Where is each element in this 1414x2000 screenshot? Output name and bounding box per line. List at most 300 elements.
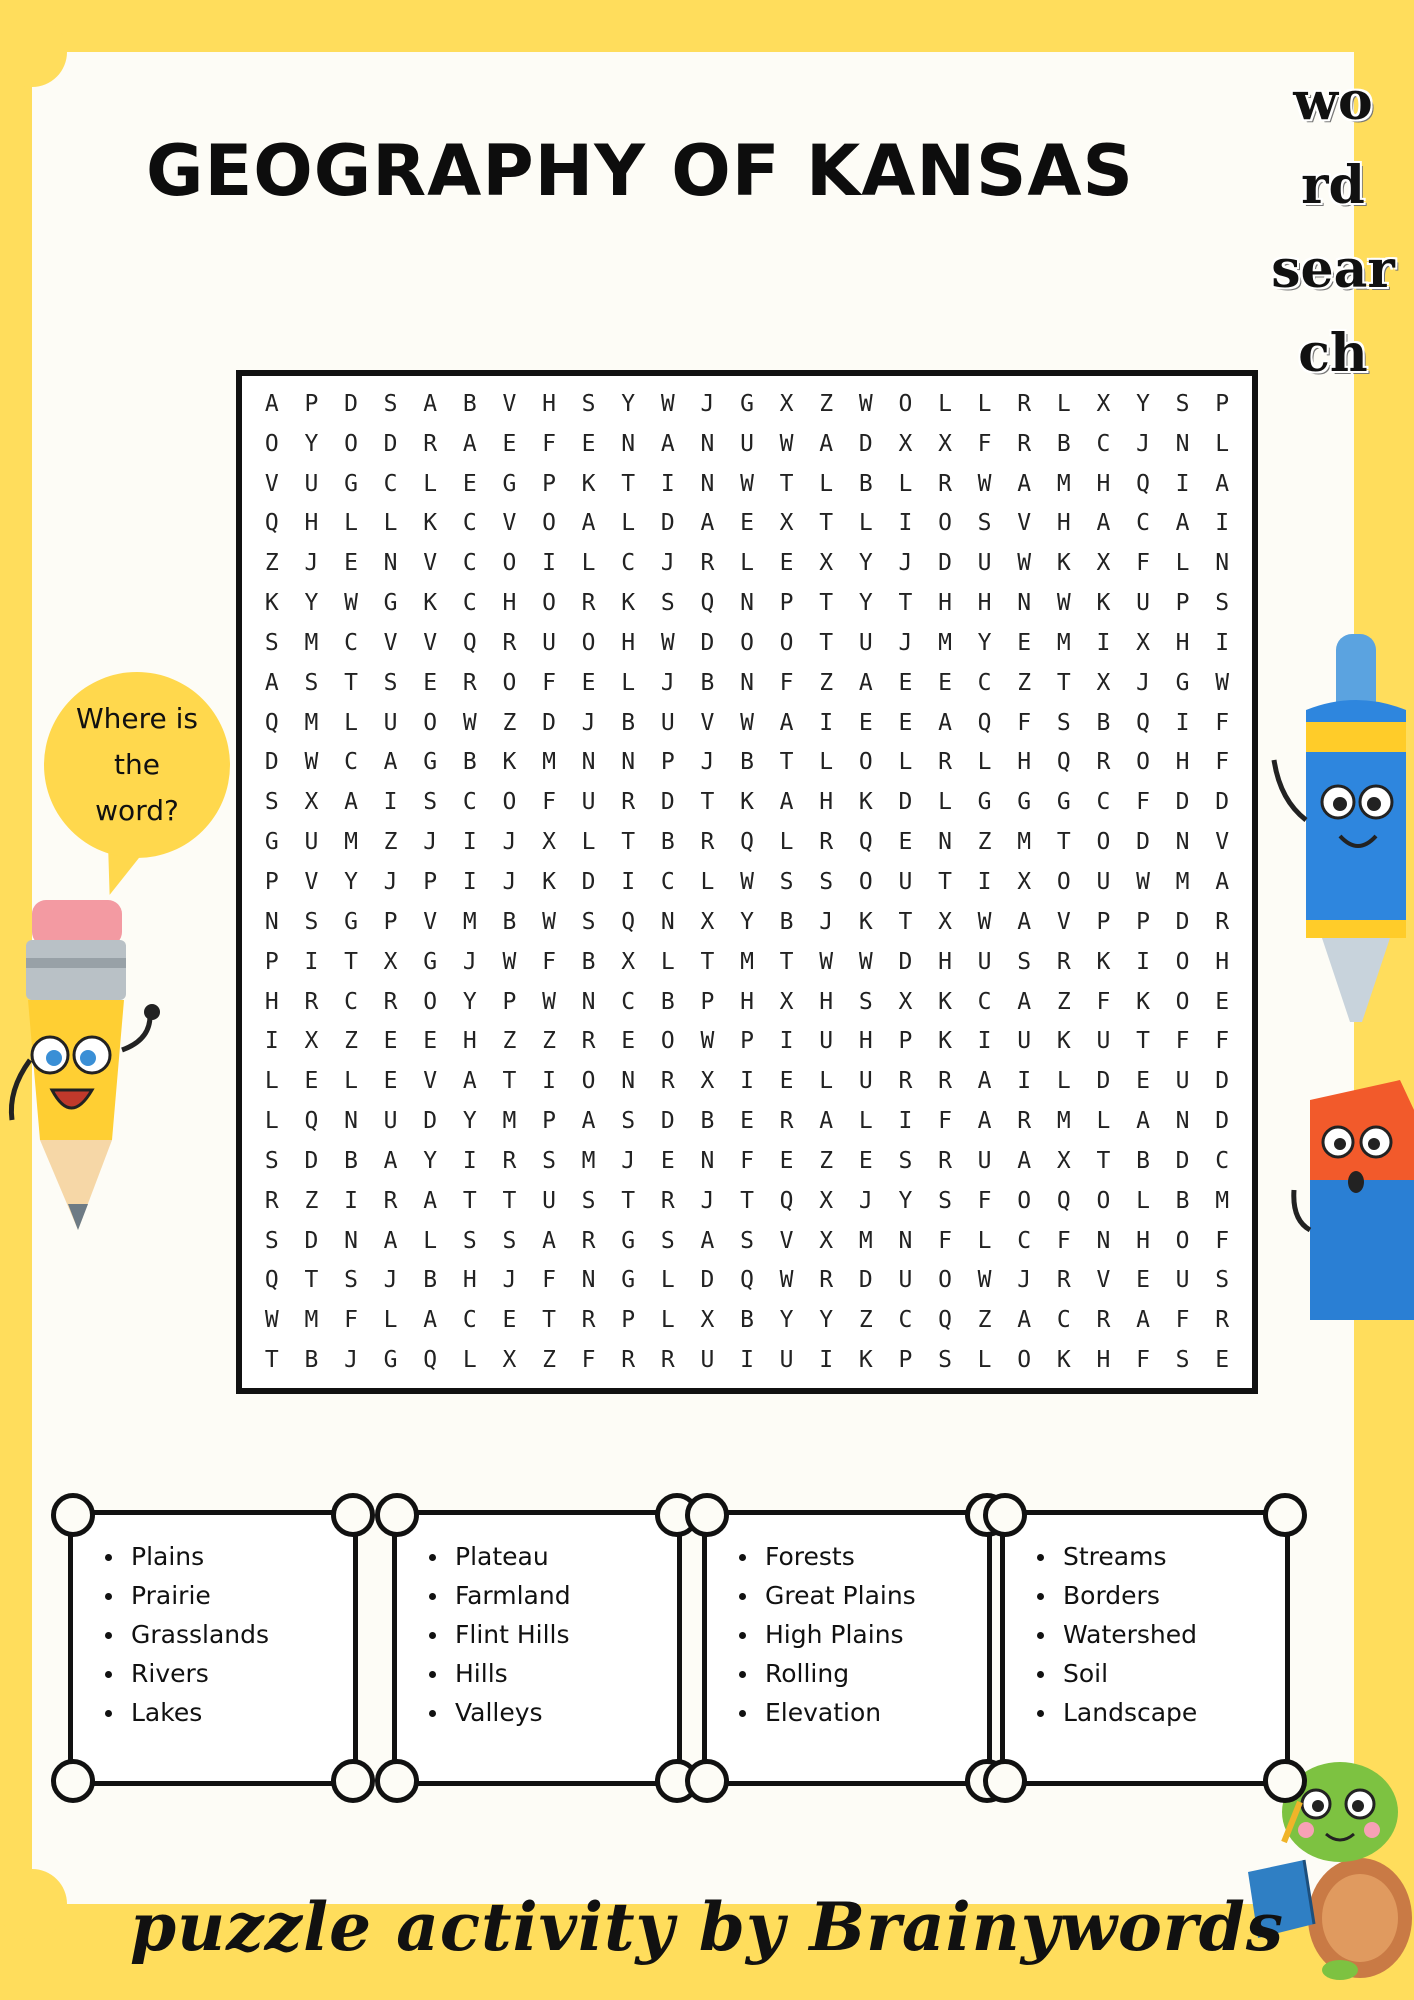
grid-letter: Z [819, 1147, 834, 1174]
letter-grid [252, 384, 1242, 1380]
grid-letter: F [977, 430, 992, 457]
grid-letter: G [264, 829, 279, 856]
grid-letter: I [660, 470, 675, 497]
grid-letter: B [423, 1267, 438, 1294]
grid-letter: A [462, 1068, 477, 1095]
grid-letter: O [502, 550, 517, 577]
grid-letter: X [1056, 1147, 1071, 1174]
grid-letter: U [1096, 1028, 1111, 1055]
grid-letter: B [304, 1347, 319, 1374]
grid-letter: W [977, 908, 992, 935]
grid-letter: N [344, 1108, 358, 1135]
grid-letter: E [304, 1068, 319, 1095]
grid-letter: J [502, 868, 517, 895]
grid-letter: R [1215, 1307, 1230, 1334]
grid-letter: A [383, 1227, 398, 1254]
grid-letter: O [1175, 988, 1190, 1015]
grid-letter: S [581, 390, 596, 417]
grid-letter: G [423, 948, 438, 975]
grid-letter: G [423, 749, 438, 776]
grid-letter: P [700, 988, 715, 1015]
grid-letter: K [1096, 948, 1111, 975]
grid-letter: I [542, 1068, 556, 1095]
grid-letter: A [1017, 470, 1032, 497]
grid-letter: H [1136, 1227, 1150, 1254]
word-item: High Plains [737, 1615, 987, 1654]
grid-letter: U [1096, 868, 1111, 895]
grid-letter: I [1136, 948, 1150, 975]
grid-letter: A [1215, 470, 1230, 497]
badge-line: wo [1293, 71, 1373, 132]
grid-letter: J [858, 1187, 873, 1214]
grid-letter: Q [621, 908, 636, 935]
grid-letter: E [898, 709, 913, 736]
grid-letter: A [581, 1108, 596, 1135]
grid-letter: M [462, 908, 477, 935]
grid-letter: K [581, 470, 596, 497]
grid-letter: L [819, 749, 834, 776]
pen-character-icon [1262, 630, 1414, 1030]
grid-letter: I [1215, 629, 1230, 656]
grid-letter: R [700, 550, 715, 577]
grid-letter: R [938, 749, 952, 776]
grid-letter: Q [779, 1187, 794, 1214]
grid-letter: L [779, 829, 794, 856]
grid-letter: Q [977, 709, 992, 736]
grid-letter: E [779, 1068, 794, 1095]
grid-letter: L [344, 709, 358, 736]
grid-letter: F [938, 1108, 952, 1135]
grid-letter: B [1056, 430, 1071, 457]
word-list [397, 1515, 677, 1732]
grid-letter: E [740, 1108, 754, 1135]
grid-letter: N [700, 430, 715, 457]
word-item: Soil [1035, 1654, 1285, 1693]
grid-letter: S [581, 908, 596, 935]
grid-letter: K [264, 590, 279, 617]
grid-letter: J [700, 390, 715, 417]
grid-letter: M [581, 1147, 596, 1174]
grid-letter: F [542, 669, 556, 696]
grid-letter: M [1056, 1108, 1071, 1135]
grid-letter: R [1096, 1307, 1111, 1334]
grid-letter: Y [858, 550, 873, 577]
grid-letter: A [779, 709, 794, 736]
grid-letter: S [660, 590, 675, 617]
grid-letter: L [264, 1108, 279, 1135]
grid-letter: I [977, 868, 992, 895]
grid-letter: R [819, 1267, 834, 1294]
grid-letter: X [304, 1028, 319, 1055]
grid-letter: D [1175, 789, 1190, 816]
grid-letter: I [1175, 470, 1190, 497]
grid-letter: L [898, 470, 913, 497]
grid-letter: N [621, 749, 636, 776]
grid-letter: R [581, 1028, 596, 1055]
grid-letter: C [621, 988, 636, 1015]
grid-letter: E [383, 1028, 398, 1055]
grid-letter: T [938, 868, 952, 895]
grid-letter: F [581, 1347, 596, 1374]
grid-letter: T [779, 749, 794, 776]
grid-letter: X [700, 908, 715, 935]
grid-letter: K [938, 1028, 952, 1055]
grid-letter: U [304, 829, 319, 856]
grid-letter: N [581, 1267, 596, 1294]
grid-letter: X [304, 789, 319, 816]
grid-letter: L [462, 1347, 477, 1374]
grid-letter: W [1017, 550, 1032, 577]
grid-letter: S [502, 1227, 517, 1254]
grid-letter: O [779, 629, 794, 656]
grid-letter: Y [740, 908, 754, 935]
grid-letter: N [1215, 550, 1230, 577]
grid-letter: T [898, 590, 913, 617]
word-list-box [1000, 1510, 1290, 1786]
grid-letter: L [621, 669, 636, 696]
grid-letter: Y [462, 988, 477, 1015]
grid-letter: P [542, 470, 556, 497]
grid-letter: N [700, 1147, 715, 1174]
grid-letter: G [344, 908, 358, 935]
grid-letter: X [779, 390, 794, 417]
grid-letter: L [700, 868, 715, 895]
grid-letter: C [1096, 430, 1111, 457]
bubble-line: Where is [75, 702, 199, 735]
grid-letter: U [383, 1108, 398, 1135]
grid-letter: R [938, 1068, 952, 1095]
grid-letter: K [1056, 550, 1071, 577]
grid-letter: R [383, 1187, 398, 1214]
grid-letter: U [1017, 1028, 1032, 1055]
grid-letter: B [462, 749, 477, 776]
grid-letter: R [819, 829, 834, 856]
grid-letter: R [938, 470, 952, 497]
grid-letter: N [700, 470, 715, 497]
grid-letter: X [700, 1068, 715, 1095]
grid-letter: T [621, 470, 636, 497]
grid-letter: X [383, 948, 398, 975]
grid-letter: U [898, 1267, 913, 1294]
grid-letter: O [858, 868, 873, 895]
word-item: Grasslands [103, 1615, 353, 1654]
grid-letter: D [700, 629, 715, 656]
grid-letter: W [264, 1307, 279, 1334]
grid-letter: H [304, 510, 319, 537]
grid-letter: F [938, 1227, 952, 1254]
grid-letter: A [1017, 1307, 1032, 1334]
grid-letter: M [938, 629, 952, 656]
grid-letter: I [898, 510, 913, 537]
grid-letter: I [740, 1068, 754, 1095]
grid-letter: B [1096, 709, 1111, 736]
grid-letter: N [1175, 1108, 1190, 1135]
grid-letter: P [542, 1108, 556, 1135]
grid-letter: J [1017, 1267, 1032, 1294]
grid-letter: H [1096, 1347, 1111, 1374]
grid-letter: W [1215, 669, 1230, 696]
grid-letter: H [1175, 749, 1190, 776]
grid-letter: Y [621, 390, 636, 417]
grid-letter: R [898, 1068, 913, 1095]
grid-letter: D [542, 709, 556, 736]
grid-letter: W [779, 1267, 794, 1294]
grid-letter: L [858, 510, 873, 537]
grid-letter: P [264, 948, 279, 975]
grid-letter: V [700, 709, 715, 736]
grid-letter: K [1096, 590, 1111, 617]
grid-letter: L [1056, 390, 1071, 417]
grid-letter: N [898, 1227, 913, 1254]
grid-letter: D [660, 1108, 675, 1135]
grid-letter: D [898, 948, 913, 975]
grid-letter: J [423, 829, 438, 856]
grid-letter: L [1096, 1108, 1111, 1135]
grid-letter: F [1215, 1028, 1230, 1055]
grid-letter: H [740, 988, 754, 1015]
grid-letter: Z [344, 1028, 358, 1055]
grid-letter: Y [779, 1307, 794, 1334]
grid-letter: L [383, 1307, 398, 1334]
grid-letter: W [858, 390, 873, 417]
grid-letter: T [740, 1187, 754, 1214]
grid-letter: G [383, 590, 398, 617]
grid-letter: L [344, 510, 358, 537]
grid-letter: P [502, 988, 517, 1015]
grid-letter: C [1096, 789, 1111, 816]
grid-letter: C [344, 988, 358, 1015]
grid-letter: D [700, 1267, 715, 1294]
word-item: Prairie [103, 1576, 353, 1615]
grid-letter: S [1215, 590, 1230, 617]
grid-letter: O [581, 1068, 596, 1095]
grid-letter: A [977, 1068, 992, 1095]
grid-letter: E [1017, 629, 1032, 656]
grid-letter: C [1056, 1307, 1071, 1334]
grid-letter: W [462, 709, 477, 736]
grid-letter: U [779, 1347, 794, 1374]
word-list-box [702, 1510, 992, 1786]
grid-letter: Z [977, 1307, 992, 1334]
grid-letter: D [423, 1108, 438, 1135]
grid-letter: O [660, 1028, 675, 1055]
grid-letter: U [977, 550, 992, 577]
grid-letter: D [1215, 1068, 1230, 1095]
grid-letter: K [423, 510, 438, 537]
grid-letter: I [779, 1028, 794, 1055]
grid-letter: R [1017, 1108, 1032, 1135]
grid-letter: V [423, 550, 438, 577]
grid-letter: K [1056, 1347, 1071, 1374]
grid-letter: X [898, 988, 913, 1015]
grid-letter: E [423, 1028, 438, 1055]
grid-letter: L [1175, 550, 1190, 577]
grid-letter: B [621, 709, 636, 736]
badge-line: ch [1298, 323, 1368, 384]
grid-letter: C [1215, 1147, 1230, 1174]
word-item: Landscape [1035, 1693, 1285, 1732]
grid-letter: F [542, 789, 556, 816]
grid-letter: I [1215, 510, 1230, 537]
grid-letter: K [1056, 1028, 1071, 1055]
grid-letter: M [740, 948, 754, 975]
grid-letter: L [1136, 1187, 1150, 1214]
grid-letter: F [542, 1267, 556, 1294]
grid-letter: F [542, 948, 556, 975]
grid-letter: T [819, 629, 834, 656]
grid-letter: T [700, 789, 715, 816]
grid-letter: U [858, 629, 873, 656]
grid-letter: O [1096, 1187, 1111, 1214]
grid-letter: T [1056, 669, 1071, 696]
grid-letter: O [938, 510, 952, 537]
grid-letter: J [581, 709, 596, 736]
grid-letter: X [898, 430, 913, 457]
grid-letter: R [621, 1347, 636, 1374]
grid-letter: S [621, 1108, 636, 1135]
grid-letter: M [542, 749, 556, 776]
grid-letter: H [819, 988, 834, 1015]
grid-letter: P [264, 868, 279, 895]
grid-letter: C [1136, 510, 1150, 537]
grid-letter: D [264, 749, 279, 776]
grid-letter: E [344, 550, 358, 577]
grid-letter: W [977, 470, 992, 497]
grid-letter: F [1096, 988, 1111, 1015]
grid-letter: T [779, 470, 794, 497]
grid-letter: B [344, 1147, 358, 1174]
grid-letter: C [462, 590, 477, 617]
grid-letter: O [502, 789, 517, 816]
word-item: Forests [737, 1537, 987, 1576]
grid-letter: A [977, 1108, 992, 1135]
grid-letter: Q [740, 1267, 754, 1294]
grid-letter: G [621, 1267, 636, 1294]
grid-letter: R [304, 988, 319, 1015]
grid-letter: Z [502, 709, 517, 736]
grid-letter: O [898, 390, 913, 417]
grid-letter: C [660, 868, 675, 895]
grid-letter: Q [1056, 749, 1071, 776]
grid-letter: Z [264, 550, 279, 577]
grid-letter: N [740, 590, 754, 617]
grid-letter: V [423, 629, 438, 656]
grid-letter: A [542, 1227, 556, 1254]
grid-letter: I [264, 1028, 279, 1055]
grid-letter: V [502, 510, 517, 537]
grid-letter: R [383, 988, 398, 1015]
grid-letter: W [304, 749, 319, 776]
grid-letter: K [1136, 988, 1150, 1015]
grid-letter: N [581, 988, 596, 1015]
grid-letter: R [700, 829, 715, 856]
grid-letter: R [1017, 430, 1032, 457]
grid-letter: Q [1056, 1187, 1071, 1214]
grid-letter: T [1136, 1028, 1150, 1055]
grid-letter: Z [819, 669, 834, 696]
grid-letter: R [581, 1227, 596, 1254]
badge-line: sear [1271, 239, 1395, 300]
grid-letter: K [858, 1347, 873, 1374]
grid-letter: Y [977, 629, 992, 656]
grid-letter: X [1017, 868, 1032, 895]
grid-letter: I [977, 1028, 992, 1055]
grid-letter: H [819, 789, 834, 816]
grid-letter: N [1096, 1227, 1111, 1254]
grid-letter: S [304, 669, 319, 696]
grid-letter: M [502, 1108, 517, 1135]
grid-letter: X [819, 1187, 834, 1214]
grid-letter: H [977, 590, 992, 617]
grid-letter: I [621, 868, 636, 895]
grid-letter: W [740, 470, 754, 497]
grid-letter: N [740, 669, 754, 696]
grid-letter: J [344, 1347, 358, 1374]
grid-letter: J [898, 550, 913, 577]
grid-letter: V [1056, 908, 1071, 935]
grid-letter: W [858, 948, 873, 975]
grid-letter: L [819, 470, 834, 497]
grid-letter: O [1175, 1227, 1190, 1254]
speech-bubble [44, 672, 230, 858]
grid-letter: Z [383, 829, 398, 856]
grid-letter: R [423, 430, 438, 457]
grid-letter: Y [898, 1187, 913, 1214]
grid-letter: X [1096, 390, 1111, 417]
grid-letter: T [1096, 1147, 1111, 1174]
grid-letter: F [1175, 1307, 1190, 1334]
grid-letter: T [621, 829, 636, 856]
grid-letter: I [819, 709, 834, 736]
grid-letter: X [1136, 629, 1150, 656]
grid-letter: S [423, 789, 438, 816]
grid-letter: R [581, 590, 596, 617]
grid-letter: A [423, 1307, 438, 1334]
grid-letter: F [1136, 789, 1150, 816]
grid-letter: S [264, 629, 279, 656]
grid-letter: D [344, 390, 358, 417]
grid-letter: Q [264, 709, 279, 736]
grid-letter: P [1215, 390, 1230, 417]
grid-letter: Z [977, 829, 992, 856]
grid-letter: H [858, 1028, 873, 1055]
grid-letter: E [581, 669, 596, 696]
grid-letter: A [779, 789, 794, 816]
grid-letter: N [581, 749, 596, 776]
grid-letter: B [462, 390, 477, 417]
grid-letter: Q [858, 829, 873, 856]
grid-letter: A [1136, 1307, 1150, 1334]
grid-letter: D [858, 1267, 873, 1294]
grid-letter: X [502, 1347, 517, 1374]
grid-letter: R [621, 789, 636, 816]
grid-letter: H [621, 629, 636, 656]
grid-letter: T [344, 948, 358, 975]
grid-letter: W [660, 390, 675, 417]
grid-letter: S [1215, 1267, 1230, 1294]
grid-letter: T [264, 1347, 279, 1374]
grid-letter: R [938, 1147, 952, 1174]
grid-letter: F [1215, 709, 1230, 736]
grid-letter: B [1136, 1147, 1150, 1174]
grid-letter: H [542, 390, 556, 417]
grid-letter: A [383, 1147, 398, 1174]
grid-letter: B [581, 948, 596, 975]
grid-letter: F [1136, 1347, 1150, 1374]
grid-letter: T [502, 1187, 517, 1214]
grid-letter: U [383, 709, 398, 736]
grid-letter: C [977, 988, 992, 1015]
